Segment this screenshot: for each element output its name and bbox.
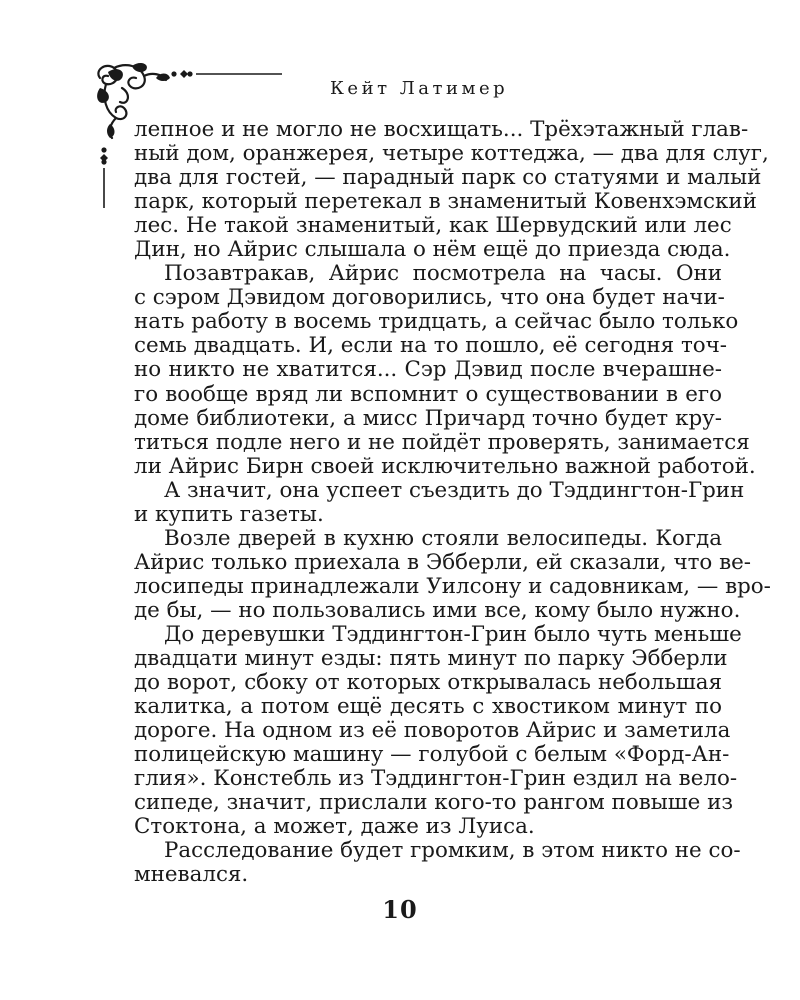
text-line: Позавтракав, Айрис посмотрела на часы. Они <box>164 261 722 287</box>
body-text <box>134 117 771 888</box>
text-line: мневался. <box>134 862 249 888</box>
running-head: Кейт Латимер <box>330 78 509 99</box>
text-line: до ворот, сбоку от которых открывалась небольшая <box>134 670 722 696</box>
text-line: Возле дверей в кухню стояли велосипеды. Когда <box>164 525 722 551</box>
page-number: 10 <box>382 895 418 924</box>
text-line: двадцати минут езды: пять минут по парку Эбберли <box>134 646 728 672</box>
text-line: де бы, — но пользовались ими все, кому было нужно. <box>134 597 741 623</box>
text-line: Стоктона, а может, даже из Луиса. <box>134 814 535 840</box>
text-line: парк, который перетекал в знаменитый Ковенхэмский <box>134 189 757 215</box>
text-line: Айрис только приехала в Эбберли, ей сказали, что ве- <box>134 549 752 575</box>
text-line: калитка, а потом ещё десять с хвостиком минут по <box>134 694 722 720</box>
text-line: доме библиотеки, а мисс Причард точно будет кру- <box>134 405 722 431</box>
text-line: полицейскую машину — голубой с белым «Форд-Ан- <box>134 742 730 768</box>
text-line: До деревушки Тэддингтон-Грин было чуть меньше <box>164 621 742 647</box>
text-line: го вообще вряд ли вспомнит о существовании в его <box>134 381 722 407</box>
text-line: сипеде, значит, прислали кого-то рангом повыше из <box>134 790 734 816</box>
text-line: лосипеды принадлежали Уилсону и садовникам, — вро- <box>134 573 771 599</box>
text-line: глия». Констебль из Тэддингтон-Грин ездил на вело- <box>134 766 738 792</box>
text-line: Расследование будет громким, в этом никто не со- <box>164 838 741 864</box>
text-line: с сэром Дэвидом договорились, что она будет начи- <box>134 285 725 311</box>
text-line: дороге. На одном из её поворотов Айрис и заметила <box>134 718 731 744</box>
text-line: Дин, но Айрис слышала о нём ещё до приезда сюда. <box>134 237 731 263</box>
text-line: ли Айрис Бирн своей исключительно важной работой. <box>134 453 756 479</box>
text-line: титься подле него и не пойдёт проверять, занимается <box>134 429 750 455</box>
text-line: лес. Не такой знаменитый, как Шервудский или лес <box>134 213 732 239</box>
text-line: но никто не хватится... Сэр Дэвид после вчерашне- <box>134 357 722 383</box>
text-line: ный дом, оранжерея, четыре коттеджа, — два для слуг, <box>134 141 769 167</box>
text-line: лепное и не могло не восхищать... Трёхэтажный глав- <box>134 117 749 142</box>
text-line: и купить газеты. <box>134 501 324 527</box>
text-line: два для гостей, — парадный парк со статуями и малый <box>134 165 762 191</box>
text-line: А значит, она успеет съездить до Тэддингтон-Грин <box>164 477 745 503</box>
text-line: семь двадцать. И, если на то пошло, её сегодня точ- <box>134 333 728 359</box>
text-line: нать работу в восемь тридцать, а сейчас было только <box>134 309 739 335</box>
